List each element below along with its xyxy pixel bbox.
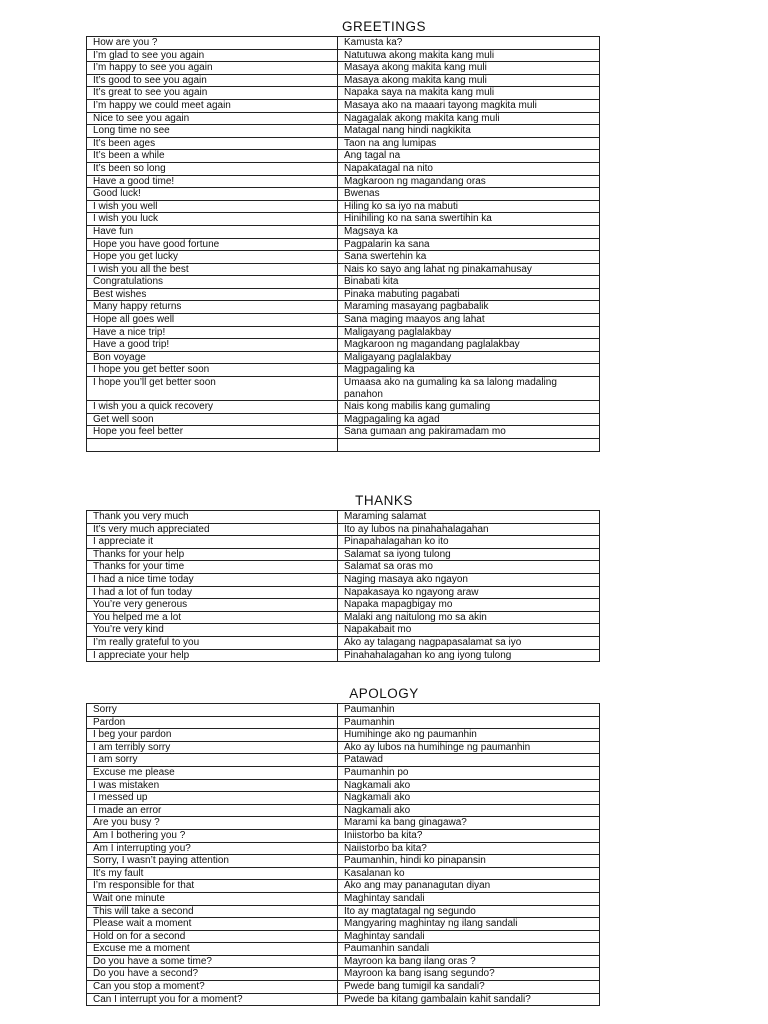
english-phrase-cell: Excuse me please	[87, 766, 338, 779]
english-phrase-cell: It’s good to see you again	[87, 74, 338, 87]
tagalog-translation-cell: Nagkamali ako	[338, 779, 600, 792]
tagalog-translation-cell: Bwenas	[338, 188, 600, 201]
english-phrase-cell: Get well soon	[87, 413, 338, 426]
english-phrase-cell: I beg your pardon	[87, 729, 338, 742]
tagalog-translation-cell: Masaya akong makita kang muli	[338, 74, 600, 87]
tagalog-translation-cell: Maligayang paglalakbay	[338, 351, 600, 364]
tagalog-translation-cell: Patawad	[338, 754, 600, 767]
tagalog-translation-cell: Mayroon ka bang isang segundo?	[338, 968, 600, 981]
tagalog-translation-cell: Binabati kita	[338, 276, 600, 289]
table-row	[87, 586, 600, 599]
english-phrase-cell: Wait one minute	[87, 892, 338, 905]
tagalog-translation-cell: Maraming masayang pagbabalik	[338, 301, 600, 314]
english-phrase-cell: Long time no see	[87, 125, 338, 138]
table-row	[87, 716, 600, 729]
tagalog-translation-cell: Napakabait mo	[338, 624, 600, 637]
table-row	[87, 288, 600, 301]
english-phrase-cell: Hope all goes well	[87, 314, 338, 327]
english-phrase-cell: I wish you well	[87, 200, 338, 213]
table-row	[87, 364, 600, 377]
english-phrase-cell: I appreciate it	[87, 536, 338, 549]
english-phrase-cell: Have fun	[87, 225, 338, 238]
tagalog-translation-cell: Maraming salamat	[338, 511, 600, 524]
table-row	[87, 892, 600, 905]
table-row	[87, 779, 600, 792]
english-phrase-cell: Have a good trip!	[87, 339, 338, 352]
tagalog-translation-cell: Pinapahalagahan ko ito	[338, 536, 600, 549]
table-row	[87, 314, 600, 327]
tagalog-translation-cell: Napakatagal na nito	[338, 162, 600, 175]
english-phrase-cell: Congratulations	[87, 276, 338, 289]
tagalog-translation-cell: Ako ay lubos na humihinge ng paumanhin	[338, 741, 600, 754]
english-phrase-cell: Please wait a moment	[87, 918, 338, 931]
english-phrase-cell: Many happy returns	[87, 301, 338, 314]
english-phrase-cell: Can you stop a moment?	[87, 981, 338, 994]
table-row	[87, 351, 600, 364]
english-phrase-cell: I wish you luck	[87, 213, 338, 226]
english-phrase-cell: I wish you a quick recovery	[87, 401, 338, 414]
table-row	[87, 804, 600, 817]
tagalog-translation-cell: Nagkamali ako	[338, 792, 600, 805]
tagalog-translation-cell: Magsaya ka	[338, 225, 600, 238]
tagalog-translation-cell: Umaasa ako na gumaling ka sa lalong madaling panahon	[338, 377, 600, 401]
tagalog-translation-cell: Kamusta ka?	[338, 37, 600, 50]
english-phrase-cell: I’m happy to see you again	[87, 62, 338, 75]
tagalog-translation-cell: Iniistorbo ba kita?	[338, 829, 600, 842]
table-row	[87, 99, 600, 112]
table-row	[87, 943, 600, 956]
table-row	[87, 238, 600, 251]
tagalog-translation-cell: Nais ko sayo ang lahat ng pinakamahusay	[338, 263, 600, 276]
table-row	[87, 413, 600, 426]
english-phrase-cell: I wish you all the best	[87, 263, 338, 276]
table-row	[87, 74, 600, 87]
english-phrase-cell: Do you have a some time?	[87, 955, 338, 968]
table-row	[87, 993, 600, 1006]
english-phrase-cell: Sorry	[87, 704, 338, 717]
english-phrase-cell: Best wishes	[87, 288, 338, 301]
table-row	[87, 905, 600, 918]
table-row	[87, 842, 600, 855]
table-row	[87, 880, 600, 893]
apology-heading: APOLOGY	[349, 686, 419, 701]
english-phrase-cell: Hope you have good fortune	[87, 238, 338, 251]
table-row	[87, 867, 600, 880]
english-phrase-cell: Am I bothering you ?	[87, 829, 338, 842]
tagalog-translation-cell: Masaya ako na maaari tayong magkita muli	[338, 99, 600, 112]
table-row	[87, 766, 600, 779]
english-phrase-cell: Thanks for your time	[87, 561, 338, 574]
table-row	[87, 511, 600, 524]
tagalog-translation-cell: Ito ay lubos na pinahahalagahan	[338, 523, 600, 536]
tagalog-translation-cell: Pwede ba kitang gambalain kahit sandali?	[338, 993, 600, 1006]
english-phrase-cell: It’s been ages	[87, 137, 338, 150]
table-row	[87, 792, 600, 805]
english-phrase-cell: You’re very generous	[87, 599, 338, 612]
tagalog-translation-cell: Nais kong mabilis kang gumaling	[338, 401, 600, 414]
tagalog-translation-cell: Ito ay magtatagal ng segundo	[338, 905, 600, 918]
english-phrase-cell: It’s been a while	[87, 150, 338, 163]
tagalog-translation-cell: Natutuwa akong makita kang muli	[338, 49, 600, 62]
table-row	[87, 624, 600, 637]
english-phrase-cell: It’s my fault	[87, 867, 338, 880]
table-row	[87, 162, 600, 175]
table-row	[87, 200, 600, 213]
tagalog-translation-cell: Malaki ang naitulong mo sa akin	[338, 611, 600, 624]
tagalog-translation-cell: Naging masaya ako ngayon	[338, 573, 600, 586]
english-phrase-cell: It’s been so long	[87, 162, 338, 175]
english-phrase-cell: Excuse me a moment	[87, 943, 338, 956]
table-row	[87, 817, 600, 830]
table-row	[87, 955, 600, 968]
english-phrase-cell: I hope you’ll get better soon	[87, 377, 338, 401]
tagalog-translation-cell: Magpagaling ka agad	[338, 413, 600, 426]
tagalog-translation-cell: Pinahahalagahan ko ang iyong tulong	[338, 649, 600, 662]
tagalog-translation-cell: Magkaroon ng magandang oras	[338, 175, 600, 188]
table-row	[87, 263, 600, 276]
english-phrase-cell: You helped me a lot	[87, 611, 338, 624]
table-row	[87, 112, 600, 125]
table-row	[87, 523, 600, 536]
english-phrase-cell: I’m glad to see you again	[87, 49, 338, 62]
english-phrase-cell: I was mistaken	[87, 779, 338, 792]
english-phrase-cell: I messed up	[87, 792, 338, 805]
english-phrase-cell: I had a nice time today	[87, 573, 338, 586]
english-phrase-cell: Have a good time!	[87, 175, 338, 188]
tagalog-translation-cell: Pinaka mabuting pagabati	[338, 288, 600, 301]
tagalog-translation-cell: Maghintay sandali	[338, 892, 600, 905]
tagalog-translation-cell: Mangyaring maghintay ng ilang sandali	[338, 918, 600, 931]
tagalog-translation-cell: Marami ka bang ginagawa?	[338, 817, 600, 830]
tagalog-translation-cell: Nagagalak akong makita kang muli	[338, 112, 600, 125]
tagalog-translation-cell: Hinihiling ko na sana swertihin ka	[338, 213, 600, 226]
tagalog-translation-cell: Paumanhin po	[338, 766, 600, 779]
tagalog-translation-cell	[338, 439, 600, 452]
tagalog-translation-cell: Sana swertehin ka	[338, 251, 600, 264]
tagalog-translation-cell: Ako ang may pananagutan diyan	[338, 880, 600, 893]
tagalog-translation-cell: Ako ay talagang nagpapasalamat sa iyo	[338, 636, 600, 649]
tagalog-translation-cell: Taon na ang lumipas	[338, 137, 600, 150]
english-phrase-cell: I am terribly sorry	[87, 741, 338, 754]
english-phrase-cell: Good luck!	[87, 188, 338, 201]
tagalog-translation-cell: Pwede bang tumigil ka sandali?	[338, 981, 600, 994]
tagalog-translation-cell: Napakasaya ko ngayong araw	[338, 586, 600, 599]
table-row	[87, 137, 600, 150]
table-row	[87, 49, 600, 62]
tagalog-translation-cell: Paumanhin	[338, 704, 600, 717]
english-phrase-cell: Hope you get lucky	[87, 251, 338, 264]
table-row	[87, 377, 600, 401]
tagalog-translation-cell: Magpagaling ka	[338, 364, 600, 377]
table-row	[87, 213, 600, 226]
table-row	[87, 918, 600, 931]
table-row	[87, 125, 600, 138]
tagalog-translation-cell: Paumanhin, hindi ko pinapansin	[338, 855, 600, 868]
table-row	[87, 175, 600, 188]
tagalog-translation-cell: Matagal nang hindi nagkikita	[338, 125, 600, 138]
tagalog-translation-cell: Naiistorbo ba kita?	[338, 842, 600, 855]
table-row	[87, 62, 600, 75]
table-row	[87, 339, 600, 352]
english-phrase-cell: I’m happy we could meet again	[87, 99, 338, 112]
english-phrase-cell: It’s great to see you again	[87, 87, 338, 100]
english-phrase-cell: Sorry, I wasn’t paying attention	[87, 855, 338, 868]
english-phrase-cell: How are you ?	[87, 37, 338, 50]
tagalog-translation-cell: Salamat sa oras mo	[338, 561, 600, 574]
tagalog-translation-cell: Paumanhin	[338, 716, 600, 729]
table-row	[87, 599, 600, 612]
table-row	[87, 855, 600, 868]
english-phrase-cell: I hope you get better soon	[87, 364, 338, 377]
table-row	[87, 968, 600, 981]
tagalog-translation-cell: Ang tagal na	[338, 150, 600, 163]
tagalog-translation-cell: Paumanhin sandali	[338, 943, 600, 956]
tagalog-translation-cell: Humihinge ako ng paumanhin	[338, 729, 600, 742]
table-row	[87, 741, 600, 754]
tagalog-translation-cell: Sana gumaan ang pakiramadam mo	[338, 426, 600, 439]
table-row	[87, 561, 600, 574]
table-row	[87, 276, 600, 289]
table-row	[87, 426, 600, 439]
table-row	[87, 150, 600, 163]
english-phrase-cell: I am sorry	[87, 754, 338, 767]
english-phrase-cell: Have a nice trip!	[87, 326, 338, 339]
thanks-table	[86, 510, 600, 662]
english-phrase-cell: I made an error	[87, 804, 338, 817]
apology-table	[86, 703, 600, 1006]
english-phrase-cell: Bon voyage	[87, 351, 338, 364]
tagalog-translation-cell: Napaka saya na makita kang muli	[338, 87, 600, 100]
english-phrase-cell: Do you have a second?	[87, 968, 338, 981]
table-row	[87, 188, 600, 201]
table-row	[87, 573, 600, 586]
tagalog-translation-cell: Maghintay sandali	[338, 930, 600, 943]
tagalog-translation-cell: Salamat sa iyong tulong	[338, 548, 600, 561]
english-phrase-cell: This will take a second	[87, 905, 338, 918]
table-row	[87, 225, 600, 238]
table-row	[87, 754, 600, 767]
table-row	[87, 981, 600, 994]
tagalog-translation-cell: Mayroon ka bang ilang oras ?	[338, 955, 600, 968]
greetings-table	[86, 36, 600, 452]
tagalog-translation-cell: Hiling ko sa iyo na mabuti	[338, 200, 600, 213]
table-row	[87, 548, 600, 561]
english-phrase-cell: Can I interrupt you for a moment?	[87, 993, 338, 1006]
tagalog-translation-cell: Pagpalarin ka sana	[338, 238, 600, 251]
tagalog-translation-cell: Magkaroon ng magandang paglalakbay	[338, 339, 600, 352]
english-phrase-cell: I’m responsible for that	[87, 880, 338, 893]
english-phrase-cell	[87, 439, 338, 452]
english-phrase-cell: Hope you feel better	[87, 426, 338, 439]
table-row	[87, 611, 600, 624]
table-row	[87, 401, 600, 414]
table-row	[87, 301, 600, 314]
tagalog-translation-cell: Sana maging maayos ang lahat	[338, 314, 600, 327]
table-row	[87, 87, 600, 100]
english-phrase-cell: It’s very much appreciated	[87, 523, 338, 536]
tagalog-translation-cell: Masaya akong makita kang muli	[338, 62, 600, 75]
table-row	[87, 829, 600, 842]
english-phrase-cell: Thanks for your help	[87, 548, 338, 561]
table-row	[87, 704, 600, 717]
english-phrase-cell: I’m really grateful to you	[87, 636, 338, 649]
table-row	[87, 326, 600, 339]
table-row	[87, 37, 600, 50]
thanks-heading: THANKS	[355, 493, 413, 508]
english-phrase-cell: I appreciate your help	[87, 649, 338, 662]
english-phrase-cell: Thank you very much	[87, 511, 338, 524]
table-row	[87, 649, 600, 662]
english-phrase-cell: Hold on for a second	[87, 930, 338, 943]
tagalog-translation-cell: Maligayang paglalakbay	[338, 326, 600, 339]
english-phrase-cell: Am I interrupting you?	[87, 842, 338, 855]
english-phrase-cell: Nice to see you again	[87, 112, 338, 125]
tagalog-translation-cell: Kasalanan ko	[338, 867, 600, 880]
table-row	[87, 729, 600, 742]
table-row	[87, 636, 600, 649]
english-phrase-cell: Are you busy ?	[87, 817, 338, 830]
greetings-heading: GREETINGS	[341, 19, 426, 34]
tagalog-translation-cell: Napaka mapagbigay mo	[338, 599, 600, 612]
english-phrase-cell: You’re very kind	[87, 624, 338, 637]
english-phrase-cell: I had a lot of fun today	[87, 586, 338, 599]
tagalog-translation-cell: Nagkamali ako	[338, 804, 600, 817]
table-row	[87, 536, 600, 549]
table-row	[87, 439, 600, 452]
english-phrase-cell: Pardon	[87, 716, 338, 729]
table-row	[87, 930, 600, 943]
table-row	[87, 251, 600, 264]
